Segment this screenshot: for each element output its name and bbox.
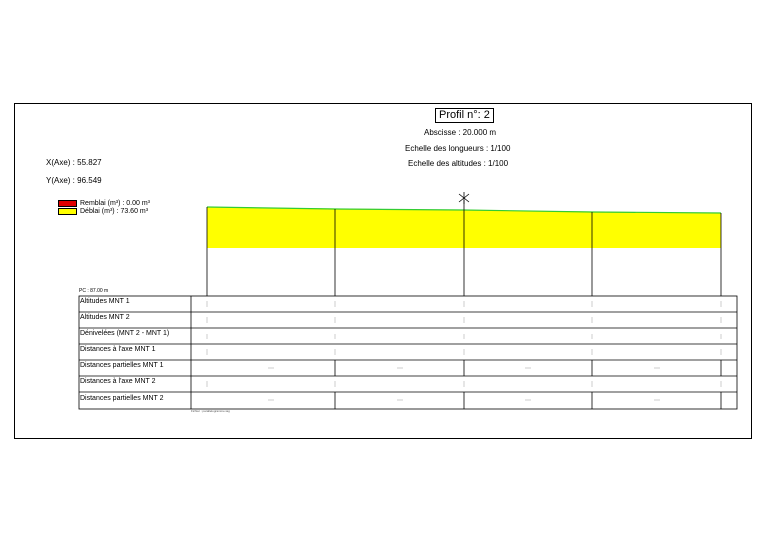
station-value-marks — [207, 301, 721, 400]
row-label-denivelees: Dénivelées (MNT 2 - MNT 1) — [80, 330, 170, 337]
abscisse-label: Abscisse : 20.000 m — [424, 128, 497, 137]
remblai-label: Remblai (m³) : 0.00 m³ — [80, 200, 151, 207]
deblai-label: Déblai (m³) : 73.60 m³ — [80, 208, 149, 215]
length-scale-label: Echelle des longueurs : 1/100 — [405, 144, 511, 153]
axis-marker-icon — [459, 192, 469, 204]
profile-title: Profil n°: 2 — [435, 108, 494, 123]
row-label-distances-partielles-mnt1: Distances partielles MNT 1 — [80, 362, 164, 369]
altitude-scale-label: Echelle des altitudes : 1/100 — [408, 159, 509, 168]
comparison-plane-label: PC : 87.00 m — [79, 288, 109, 294]
x-axis-coordinate: X(Axe) : 55.827 — [46, 158, 102, 167]
row-label-altitudes-mnt2: Altitudes MNT 2 — [80, 314, 130, 321]
row-label-distances-axe-mnt2: Distances à l'axe MNT 2 — [80, 378, 156, 385]
row-label-distances-axe-mnt1: Distances à l'axe MNT 1 — [80, 346, 156, 353]
y-axis-coordinate: Y(Axe) : 96.549 — [46, 176, 102, 185]
row-label-distances-partielles-mnt2: Distances partielles MNT 2 — [80, 395, 164, 402]
data-table-grid — [79, 296, 737, 409]
row-label-altitudes-mnt1: Altitudes MNT 1 — [80, 298, 130, 305]
file-name-note: Fichier : parallelogramme.tag — [191, 409, 230, 413]
